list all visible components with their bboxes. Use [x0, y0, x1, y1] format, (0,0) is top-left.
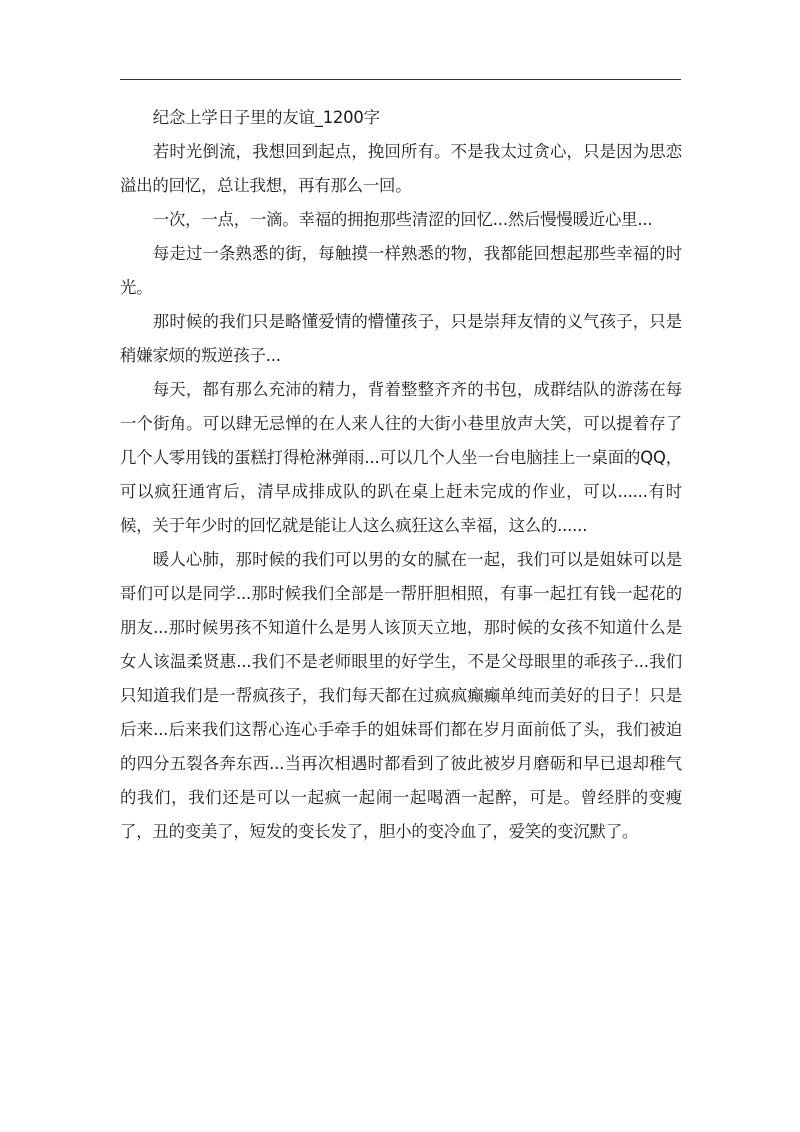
paragraph-4: 那时候的我们只是略懂爱情的懵懂孩子，只是崇拜友情的义气孩子，只是稍嫌家烦的叛逆孩子...: [120, 312, 682, 365]
paragraph-1: 若时光倒流，我想回到起点，挽回所有。不是我太过贪心，只是因为思恋溢出的回忆，总让我想，再有那么一回。: [120, 142, 682, 195]
paragraph-2: 一次，一点，一滴。幸福的拥抱那些清涩的回忆...然后慢慢暖近心里...: [152, 210, 653, 229]
paragraph-5: 每天，都有那么充沛的精力，背着整整齐齐的书包，成群结队的游荡在每一个街角。可以肆无忌惮的在人来人往的大街小巷里放声大笑，可以提着存了几个人零用钱的蛋糕打得枪淋弹雨...可以几个人坐一台电脑挂上一桌面的QQ，可以疯狂通宵后，清早成排成队的趴在桌上赶未完成的作业，可以......有时候，关于年少时的回忆就是能让人这么疯狂这么幸福，这么的......: [120, 380, 682, 535]
paragraph-3: 每走过一条熟悉的街，每触摸一样熟悉的物，我都能回想起那些幸福的时光。: [120, 244, 682, 297]
document-body: [120, 101, 682, 849]
document-title: 纪念上学日子里的友谊_1200字: [152, 108, 380, 127]
header-rule: [120, 79, 681, 80]
paragraph-6: 暖人心肺，那时候的我们可以男的女的腻在一起，我们可以是姐妹可以是哥们可以是同学...那时候我们全部是一帮肝胆相照，有事一起扛有钱一起花的朋友...那时候男孩不知道什么是男人该顶天立地，那时候的女孩不知道什么是女人该温柔贤惠...我们不是老师眼里的好学生，不是父母眼里的乖孩子...我们只知道我们是一帮疯孩子，我们每天都在过疯疯癫癫单纯而美好的日子！只是后来...后来我们这帮心连心手牵手的姐妹哥们都在岁月面前低了头，我们被迫的四分五裂各奔东西...当再次相遇时都看到了彼此被岁月磨砺和早已退却稚气的我们，我们还是可以一起疯一起闹一起喝酒一起醉，可是。曾经胖的变瘦了，丑的变美了，短发的变长发了，胆小的变冷血了，爱笑的变沉默了。: [120, 550, 682, 841]
